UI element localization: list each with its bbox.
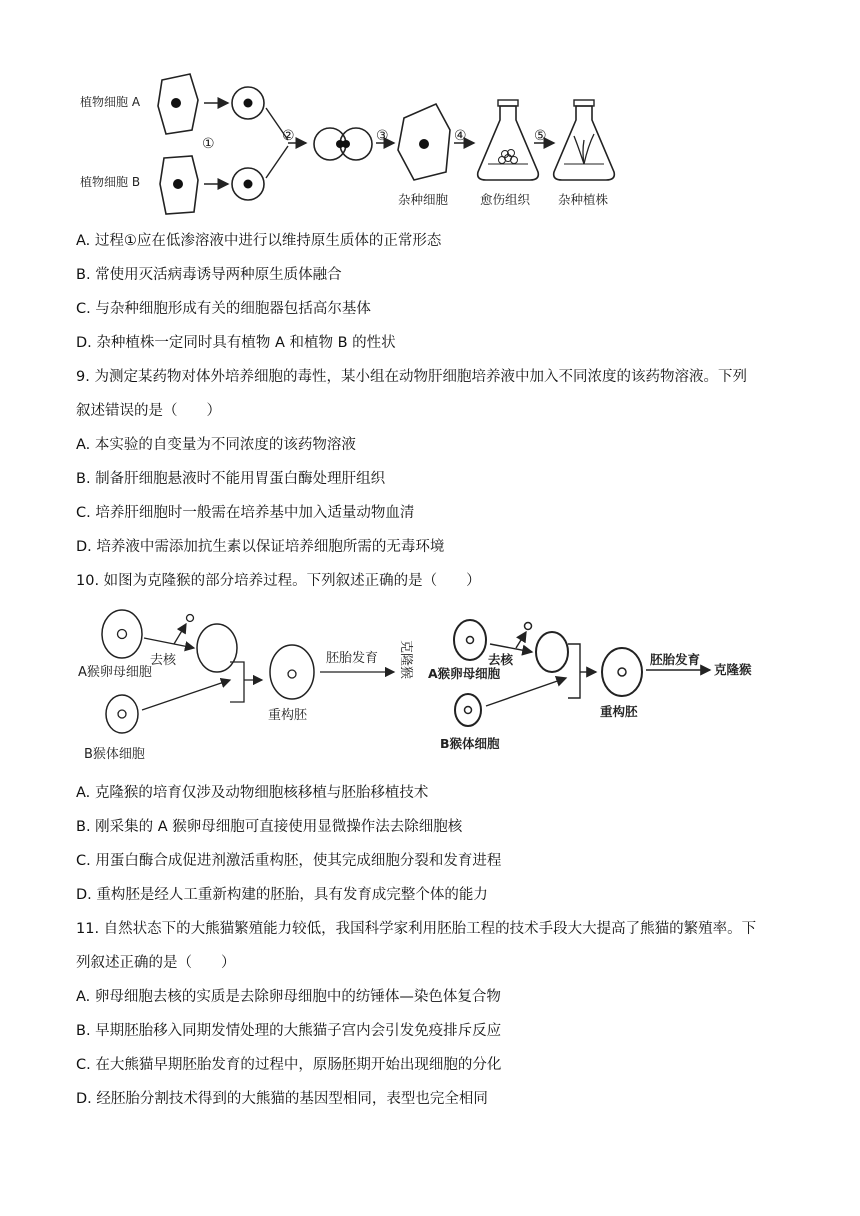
label-reconstructed-left: 重构胚 xyxy=(268,708,308,723)
q10-stem: 10. 如图为克隆猴的部分培养过程。下列叙述正确的是（ ） xyxy=(76,573,481,589)
label-enucleate-left: 去核 xyxy=(150,653,177,668)
q11-option-c: C. 在大熊猫早期胚胎发育的过程中，原肠胚期开始出现细胞的分化 xyxy=(76,1057,502,1073)
q8-option-b: B. 常使用灭活病毒诱导两种原生质体融合 xyxy=(76,267,342,283)
q9-option-d: D. 培养液中需添加抗生素以保证培养细胞所需的无毒环境 xyxy=(76,539,445,555)
label-development-right: 胚胎发育 xyxy=(650,652,701,667)
q11-stem-line2: 列叙述正确的是（ ） xyxy=(76,955,236,971)
q9-option-c: C. 培养肝细胞时一般需在培养基中加入适量动物血清 xyxy=(76,505,415,521)
a-monkey-oocyte xyxy=(102,610,142,658)
q10-option-b: B. 刚采集的 A 猴卵母细胞可直接使用显微操作法去除细胞核 xyxy=(76,819,463,835)
step-1-label: ① xyxy=(202,136,215,152)
q9-stem-line2: 叙述错误的是（ ） xyxy=(76,403,221,419)
label-reconstructed-right: 重构胚 xyxy=(600,704,638,719)
label-a-oocyte-right: A猴卵母细胞 xyxy=(428,666,501,681)
caption-hybrid-plant: 杂种植株 xyxy=(558,192,609,207)
clone-monkey-diagram-left xyxy=(72,604,432,770)
q11-option-a: A. 卵母细胞去核的实质是去除卵母细胞中的纺锤体—染色体复合物 xyxy=(76,989,501,1005)
step-5-label: ⑤ xyxy=(534,128,547,144)
step-2-label: ② xyxy=(282,128,295,144)
q10-option-d: D. 重构胚是经人工重新构建的胚胎，具有发育成完整个体的能力 xyxy=(76,887,488,903)
reconstructed-embryo-left xyxy=(270,645,314,699)
q9-stem-line1: 9. 为测定某药物对体外培养细胞的毒性，某小组在动物肝细胞培养液中加入不同浓度的该药物溶液。下列 xyxy=(76,369,747,385)
q8-option-a: A. 过程①应在低渗溶液中进行以维持原生质体的正常形态 xyxy=(76,233,442,249)
label-development-left: 胚胎发育 xyxy=(326,651,379,666)
label-enucleate-right: 去核 xyxy=(488,652,514,667)
b-monkey-body-cell xyxy=(106,695,138,733)
a-monkey-oocyte-right xyxy=(454,620,486,660)
q8-option-c: C. 与杂种细胞形成有关的细胞器包括高尔基体 xyxy=(76,301,371,317)
label-plant-cell-b: 植物细胞 B xyxy=(80,175,141,189)
q11-option-d: D. 经胚胎分割技术得到的大熊猫的基因型相同，表型也完全相同 xyxy=(76,1091,488,1107)
label-clone-right: 克隆猴 xyxy=(714,662,752,677)
callus-flask xyxy=(478,106,539,180)
caption-hybrid-cell: 杂种细胞 xyxy=(398,192,449,207)
q8-option-d: D. 杂种植株一定同时具有植物 A 和植物 B 的性状 xyxy=(76,335,396,351)
label-b-body-cell-right: B猴体细胞 xyxy=(440,736,500,751)
q9-option-a: A. 本实验的自变量为不同浓度的该药物溶液 xyxy=(76,437,356,453)
step-4-label: ④ xyxy=(454,128,467,144)
label-plant-cell-a: 植物细胞 A xyxy=(80,95,141,109)
enucleated-oocyte-right xyxy=(536,632,568,672)
caption-callus: 愈伤组织 xyxy=(480,192,531,207)
label-clone-left: 克隆猴 xyxy=(398,640,413,680)
enucleated-oocyte xyxy=(197,624,237,672)
label-a-oocyte: A猴卵母细胞 xyxy=(78,665,152,680)
label-b-body-cell: B猴体细胞 xyxy=(84,747,145,762)
q11-stem-line1: 11. 自然状态下的大熊猫繁殖能力较低，我国科学家利用胚胎工程的技术手段大大提高了熊猫的繁殖率。下 xyxy=(76,921,757,937)
q10-option-a: A. 克隆猴的培育仅涉及动物细胞核移植与胚胎移植技术 xyxy=(76,785,429,801)
q11-option-b: B. 早期胚胎移入同期发情处理的大熊猫子宫内会引发免疫排斥反应 xyxy=(76,1023,502,1039)
step-3-label: ③ xyxy=(376,128,389,144)
reconstructed-embryo-right xyxy=(602,648,642,696)
b-monkey-body-cell-right xyxy=(455,694,481,726)
q10-option-c: C. 用蛋白酶合成促进剂激活重构胚，使其完成细胞分裂和发育进程 xyxy=(76,853,502,869)
clone-monkey-diagram-right xyxy=(428,612,788,762)
q9-option-b: B. 制备肝细胞悬液时不能用胃蛋白酶处理肝组织 xyxy=(76,471,386,487)
plant-fusion-diagram xyxy=(70,60,630,220)
